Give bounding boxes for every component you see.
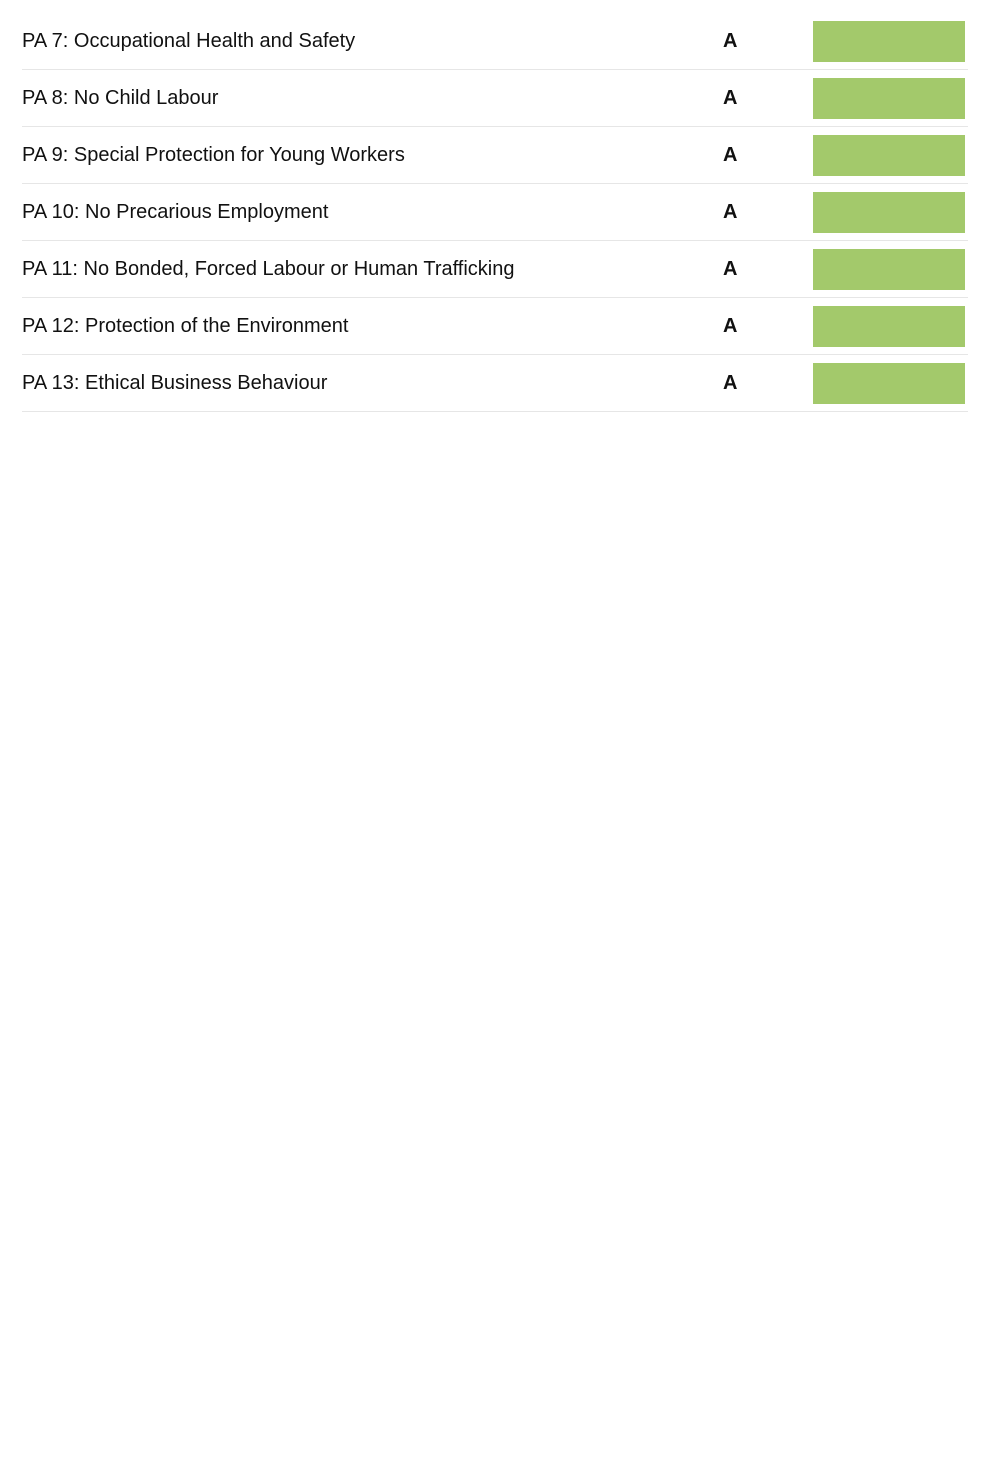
row-grade: A xyxy=(723,372,738,394)
status-indicator xyxy=(813,135,965,176)
table-row xyxy=(22,127,968,184)
status-indicator xyxy=(813,363,965,404)
performance-areas-table xyxy=(22,13,968,412)
row-label: PA 11: No Bonded, Forced Labour or Human Trafficking xyxy=(22,258,515,280)
row-label: PA 9: Special Protection for Young Workers xyxy=(22,144,405,166)
row-grade: A xyxy=(723,258,738,280)
row-grade: A xyxy=(723,30,738,52)
status-indicator xyxy=(813,192,965,233)
row-label: PA 8: No Child Labour xyxy=(22,87,219,109)
table-row xyxy=(22,298,968,355)
row-label: PA 7: Occupational Health and Safety xyxy=(22,30,356,52)
table-row xyxy=(22,70,968,127)
table-row xyxy=(22,13,968,70)
row-grade: A xyxy=(723,201,738,223)
status-indicator xyxy=(813,249,965,290)
row-grade: A xyxy=(723,87,738,109)
table-row xyxy=(22,184,968,241)
row-grade: A xyxy=(723,315,738,337)
table-row xyxy=(22,355,968,412)
row-label: PA 12: Protection of the Environment xyxy=(22,315,349,337)
row-grade: A xyxy=(723,144,738,166)
status-indicator xyxy=(813,21,965,62)
status-indicator xyxy=(813,306,965,347)
row-label: PA 13: Ethical Business Behaviour xyxy=(22,372,328,394)
status-indicator xyxy=(813,78,965,119)
table-row xyxy=(22,241,968,298)
row-label: PA 10: No Precarious Employment xyxy=(22,201,329,223)
